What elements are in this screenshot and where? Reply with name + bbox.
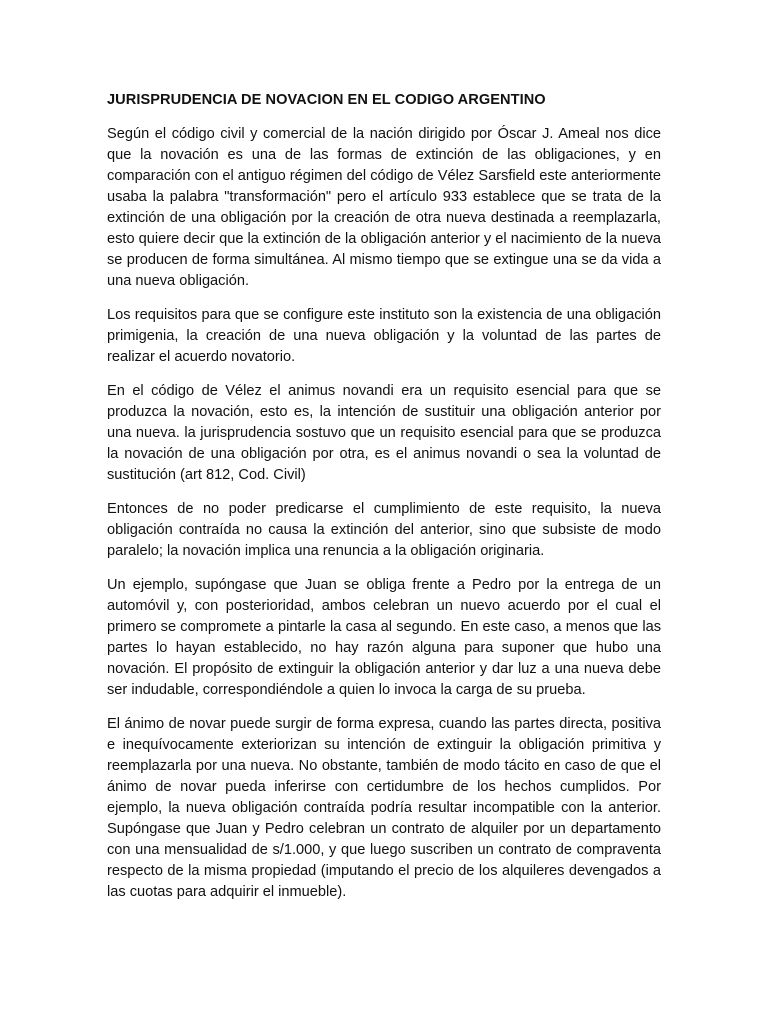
- paragraph-2: Los requisitos para que se configure este instituto son la existencia de una obligación primigenia, la creación de una nueva obligación y la voluntad de las partes de realizar el acuerdo novatorio.: [107, 307, 661, 365]
- paragraph-3: En el código de Vélez el animus novandi era un requisito esencial para que se produzca la novación, esto es, la intención de sustituir una obligación anterior por una nueva. la jurisprudencia sostuvo que un requisito esencial para que se produzca la novación de una obligación por otra, es el animus novandi o sea la voluntad de sustitución (art 812, Cod. Civil): [107, 383, 661, 483]
- paragraph-5: Un ejemplo, supóngase que Juan se obliga frente a Pedro por la entrega de un automóvil y, con posterioridad, ambos celebran un nuevo acuerdo por el cual el primero se compromete a pintarle la casa al segundo. En este caso, a menos que las partes lo hayan establecido, no hay razón alguna para suponer que hubo una novación. El propósito de extinguir la obligación anterior y dar luz a una nueva debe ser indudable, correspondiéndole a quien lo invoca la carga de su prueba.: [107, 577, 661, 698]
- document-page: [107, 90, 661, 916]
- document-title: JURISPRUDENCIA DE NOVACION EN EL CODIGO ARGENTINO: [107, 92, 546, 108]
- paragraph-4: Entonces de no poder predicarse el cumplimiento de este requisito, la nueva obligación contraída no causa la extinción del anterior, sino que subsiste de modo paralelo; la novación implica una renuncia a la obligación originaria.: [107, 501, 661, 559]
- paragraph-6: El ánimo de novar puede surgir de forma expresa, cuando las partes directa, positiva e inequívocamente exteriorizan su intención de extinguir la obligación primitiva y reemplazarla por una nueva. No obstante, también de modo tácito en caso de que el ánimo de novar pueda inferirse con certidumbre de los hechos cumplidos. Por ejemplo, la nueva obligación contraída podría resultar incompatible con la anterior. Supóngase que Juan y Pedro celebran un contrato de alquiler por un departamento con una mensualidad de s/1.000, y que luego suscriben un contrato de compraventa respecto de la misma propiedad (imputando el precio de los alquileres devengados a las cuotas para adquirir el inmueble).: [107, 716, 661, 900]
- paragraph-1: Según el código civil y comercial de la nación dirigido por Óscar J. Ameal nos dice que la novación es una de las formas de extinción de las obligaciones, y en comparación con el antiguo régimen del código de Vélez Sarsfield este anteriormente usaba la palabra "transformación" pero el artículo 933 establece que se trata de la extinción de una obligación por la creación de otra nueva destinada a reemplazarla, esto quiere decir que la extinción de la obligación anterior y el nacimiento de la nueva se producen de forma simultánea. Al mismo tiempo que se extingue una se da vida a una nueva obligación.: [107, 126, 661, 289]
